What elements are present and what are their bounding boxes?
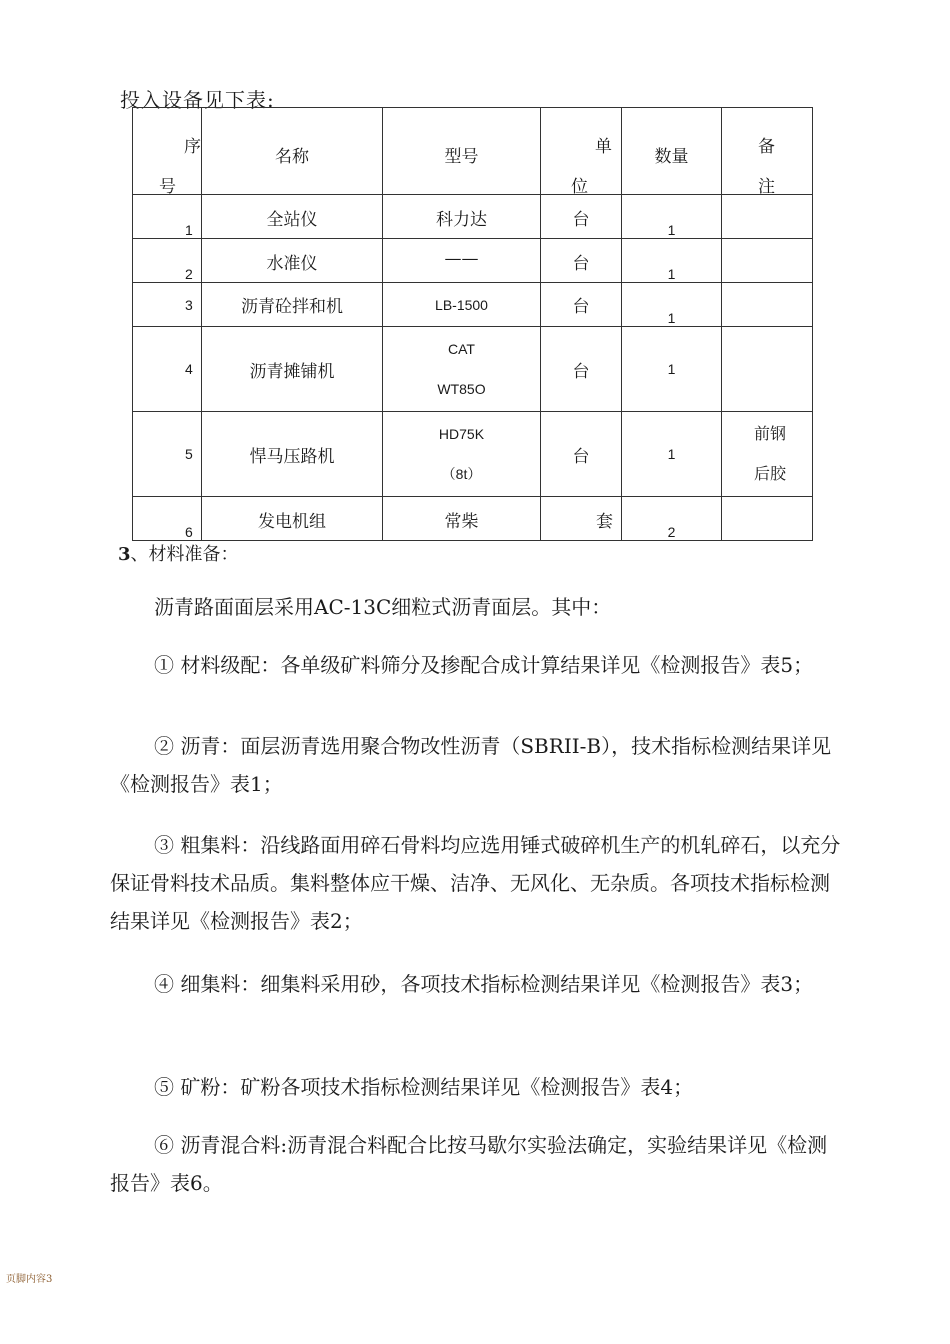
- seq-value: 3: [185, 296, 193, 313]
- note-cell: [722, 195, 813, 239]
- paragraph-fine-aggregate: ④ 细集料：细集料采用砂，各项技术指标检测结果详见《检测报告》表3；: [154, 972, 814, 996]
- intro-text: 投入设备见下表:: [120, 88, 275, 112]
- qty-cell: [622, 412, 722, 497]
- name-cell: 沥青砼拌和机: [202, 283, 383, 327]
- unit-cell: 台: [541, 195, 622, 239]
- seq-cell: [133, 283, 202, 327]
- paragraph-mixture: ⑥ 沥青混合料:沥青混合料配合比按马歇尔实验法确定，实验结果详见《检测报告》表6。: [110, 1133, 828, 1195]
- header-note-bottom: 注: [758, 177, 775, 197]
- note-line-2: 后胶: [754, 464, 787, 483]
- paragraph-asphalt: ② 沥青：面层沥青选用聚合物改性沥青（SBRII-B），技术指标检测结果详见《检测报告》表1；: [110, 734, 832, 796]
- paragraph-coarse-aggregate: ③ 粗集料：沿线路面用碎石骨料均应选用锤式破碎机生产的机轧碎石，以充分保证骨料技术品质。集料整体应干燥、洁净、无风化、无杂质。各项技术指标检测结果详见《检测报告》表2；: [110, 833, 841, 933]
- name-cell: 悍马压路机: [202, 412, 383, 497]
- unit-cell: 台: [541, 412, 622, 497]
- seq-value: 5: [185, 446, 193, 462]
- qty-value: 1: [667, 222, 676, 238]
- page-footer: 页脚内容3: [6, 1274, 53, 1285]
- header-seq-top: 序: [184, 137, 201, 157]
- qty-value: 2: [667, 524, 676, 540]
- header-model: 型号: [383, 108, 541, 195]
- section-title: 、材料准备：: [130, 544, 239, 565]
- table-row: [133, 327, 813, 412]
- name-cell: 发电机组: [202, 497, 383, 541]
- qty-cell: [622, 195, 722, 239]
- header-name: 名称: [202, 108, 383, 195]
- header-note-top: 备: [758, 137, 775, 157]
- table-header-row: [133, 108, 813, 195]
- unit-cell: 台: [541, 327, 622, 412]
- seq-value: 1: [185, 222, 193, 238]
- seq-cell: [133, 195, 202, 239]
- model-line-2: （8t）: [441, 466, 482, 482]
- equipment-table: [132, 107, 813, 541]
- paragraph-intro: 沥青路面面层采用AC-13C细粒式沥青面层。其中：: [154, 595, 612, 619]
- table-row: [133, 283, 813, 327]
- qty-cell: [622, 239, 722, 283]
- seq-value: 6: [185, 524, 193, 540]
- seq-cell: [133, 412, 202, 497]
- qty-value: 1: [667, 310, 676, 326]
- model-line-1: CAT: [448, 341, 475, 357]
- header-qty: 数量: [622, 108, 722, 195]
- qty-value: 1: [667, 266, 676, 282]
- model-line-2: WT85O: [437, 381, 486, 397]
- seq-value: 2: [185, 266, 193, 282]
- seq-value: 4: [185, 361, 193, 377]
- qty-cell: [622, 327, 722, 412]
- note-cell: [722, 239, 813, 283]
- note-line-1: 前钢: [754, 424, 787, 443]
- header-unit-top: 单: [595, 137, 612, 157]
- model-cell: LB-1500: [383, 283, 541, 327]
- section-heading: [118, 540, 239, 566]
- model-line-1: HD75K: [438, 426, 485, 442]
- seq-cell: [133, 327, 202, 412]
- model-cell: 常柴: [383, 497, 541, 541]
- model-cell: 科力达: [383, 195, 541, 239]
- qty-cell: [622, 497, 722, 541]
- unit-cell: 套: [541, 497, 622, 541]
- name-cell: 水准仪: [202, 239, 383, 283]
- model-cell: [383, 327, 541, 412]
- table-row: [133, 195, 813, 239]
- qty-value: 1: [667, 446, 676, 462]
- header-unit-bottom: 位: [571, 177, 588, 197]
- table-row: [133, 412, 813, 497]
- header-seq: [133, 108, 202, 195]
- note-cell: [722, 283, 813, 327]
- header-seq-bottom: 号: [159, 177, 176, 197]
- table-row: [133, 497, 813, 541]
- name-cell: 全站仪: [202, 195, 383, 239]
- qty-value: 1: [667, 361, 676, 377]
- unit-cell: 台: [541, 283, 622, 327]
- seq-cell: [133, 497, 202, 541]
- note-cell: [722, 412, 813, 497]
- model-cell: [383, 412, 541, 497]
- unit-cell: 台: [541, 239, 622, 283]
- model-cell: ——: [383, 239, 541, 283]
- header-unit: [541, 108, 622, 195]
- table-row: [133, 239, 813, 283]
- qty-cell: [622, 283, 722, 327]
- section-number: 3: [118, 544, 131, 565]
- note-cell: [722, 497, 813, 541]
- paragraph-gradation: ① 材料级配：各单级矿料筛分及掺配合成计算结果详见《检测报告》表5；: [154, 653, 814, 677]
- header-note: [722, 108, 813, 195]
- note-cell: [722, 327, 813, 412]
- name-cell: 沥青摊铺机: [202, 327, 383, 412]
- paragraph-mineral-powder: ⑤ 矿粉：矿粉各项技术指标检测结果详见《检测报告》表4；: [154, 1075, 694, 1099]
- seq-cell: [133, 239, 202, 283]
